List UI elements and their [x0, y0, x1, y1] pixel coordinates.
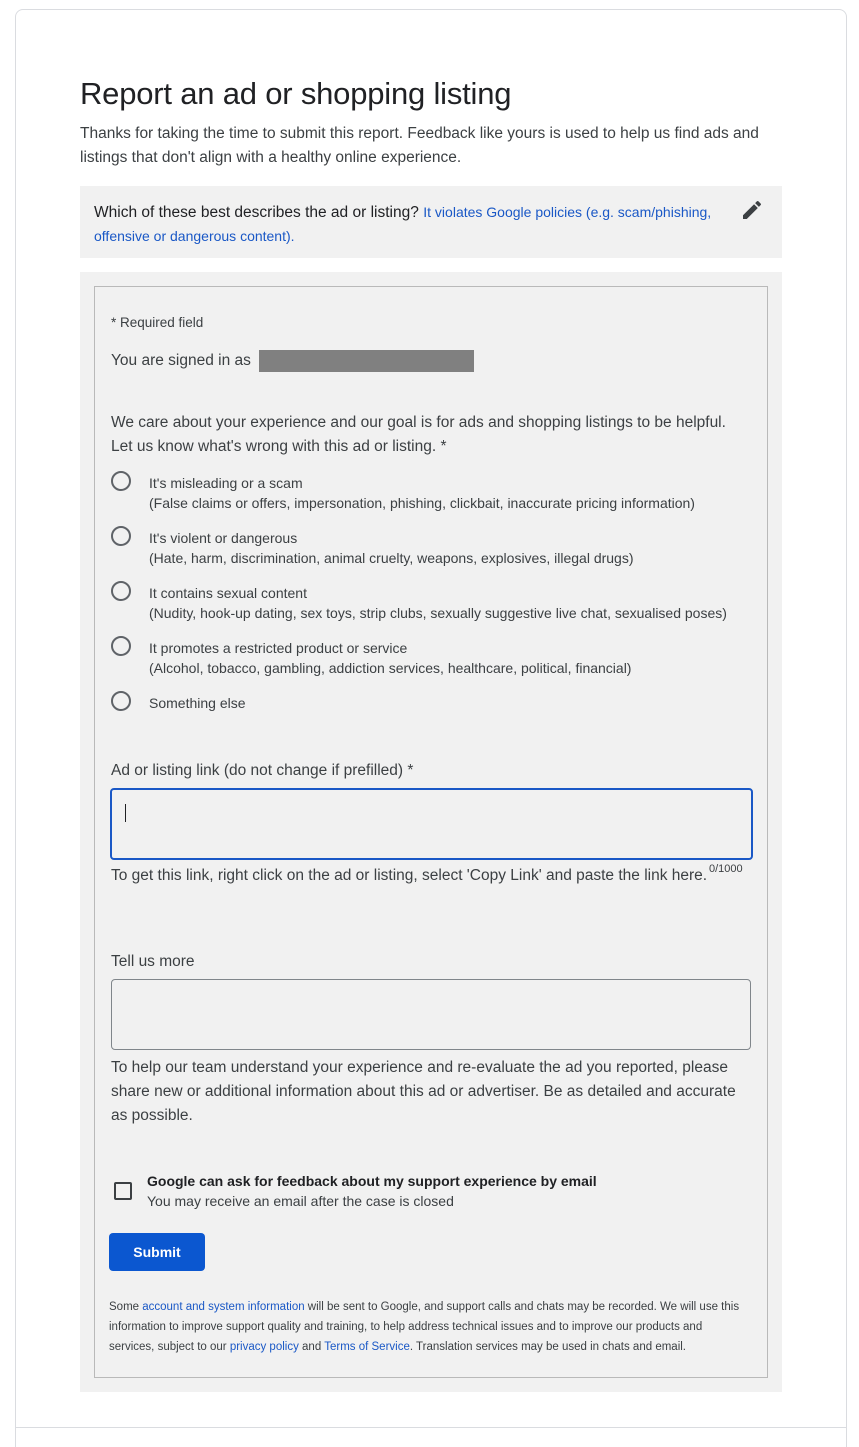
reason-question: We care about your experience and our goal is for ads and shopping listings to be helpful. Let us know what's wrong with this ad or listing. *	[111, 414, 726, 455]
legal-text: will be sent to Google, and support calls and chats may be recorded. We will use this information to improve support quality and training, to help address technical issues and to improve our products and services, subject to our	[109, 1301, 740, 1353]
intro-text: Thanks for taking the time to submit this report. Feedback like yours is used to help us find ads and listings that don't align with a healthy online experience.	[80, 125, 759, 166]
form-panel	[80, 272, 782, 1392]
terms-link[interactable]: Terms of Service	[324, 1341, 410, 1353]
submit-button[interactable]: Submit	[109, 1233, 205, 1271]
redacted-account	[259, 350, 474, 372]
feedback-checkbox-label: Google can ask for feedback about my support experience by email	[147, 1173, 597, 1189]
radio-button[interactable]	[111, 526, 131, 546]
legal-disclaimer	[109, 1297, 749, 1357]
card-divider	[15, 1427, 847, 1428]
radio-description: (Hate, harm, discrimination, animal cruelty, weapons, explosives, illegal drugs)	[149, 550, 634, 566]
radio-button[interactable]	[111, 471, 131, 491]
radio-label: Something else	[149, 695, 246, 711]
feedback-checkbox-sublabel: You may receive an email after the case is closed	[147, 1193, 454, 1209]
report-form	[94, 286, 768, 1378]
radio-button[interactable]	[111, 581, 131, 601]
radio-misleading[interactable]	[111, 471, 695, 513]
radio-something-else[interactable]	[111, 691, 246, 713]
radio-label: It promotes a restricted product or service	[149, 640, 408, 656]
signed-in-row	[111, 350, 474, 372]
radio-description: (Nudity, hook-up dating, sex toys, strip clubs, sexually suggestive live chat, sexualised poses)	[149, 605, 727, 621]
signed-in-label: You are signed in as	[111, 352, 251, 369]
radio-description: (False claims or offers, impersonation, phishing, clickbait, inaccurate pricing information)	[149, 495, 695, 511]
category-summary	[80, 186, 782, 258]
summary-answer: It violates Google policies (e.g. scam/phishing, offensive or dangerous content).	[94, 204, 712, 244]
legal-text: Some	[109, 1301, 143, 1313]
legal-text: and	[298, 1341, 325, 1353]
link-input[interactable]	[110, 788, 753, 860]
more-field-label: Tell us more	[111, 953, 195, 970]
link-char-counter: 0/1000	[709, 863, 743, 875]
more-help-text: To help our team understand your experience and re-evaluate the ad you reported, please share new or additional information about this ad or advertiser. Be as detailed and accurate as possible.	[111, 1059, 736, 1124]
link-help-text: To get this link, right click on the ad or listing, select 'Copy Link' and paste the link here.	[111, 867, 708, 884]
privacy-policy-link[interactable]: privacy policy	[229, 1341, 299, 1353]
summary-question: Which of these best describes the ad or listing?	[94, 204, 419, 221]
radio-description: (Alcohol, tobacco, gambling, addiction services, healthcare, political, financial)	[149, 660, 632, 676]
feedback-checkbox[interactable]	[114, 1182, 132, 1200]
edit-button[interactable]	[740, 198, 764, 222]
link-field-label: Ad or listing link (do not change if prefilled) *	[111, 762, 414, 779]
radio-button[interactable]	[111, 636, 131, 656]
page-title: Report an ad or shopping listing	[80, 76, 512, 111]
radio-button[interactable]	[111, 691, 131, 711]
legal-text: . Translation services may be used in chats and email.	[409, 1341, 686, 1353]
radio-label: It's violent or dangerous	[149, 530, 298, 546]
radio-violent[interactable]	[111, 526, 634, 568]
tell-us-more-textarea[interactable]	[111, 979, 751, 1050]
radio-sexual[interactable]	[111, 581, 727, 623]
required-note: * Required field	[111, 315, 204, 330]
text-cursor	[125, 804, 126, 822]
pencil-icon	[740, 198, 764, 222]
radio-label: It contains sexual content	[149, 585, 307, 601]
account-info-link[interactable]: account and system information	[142, 1301, 305, 1313]
radio-label: It's misleading or a scam	[149, 475, 303, 491]
radio-restricted[interactable]	[111, 636, 631, 678]
